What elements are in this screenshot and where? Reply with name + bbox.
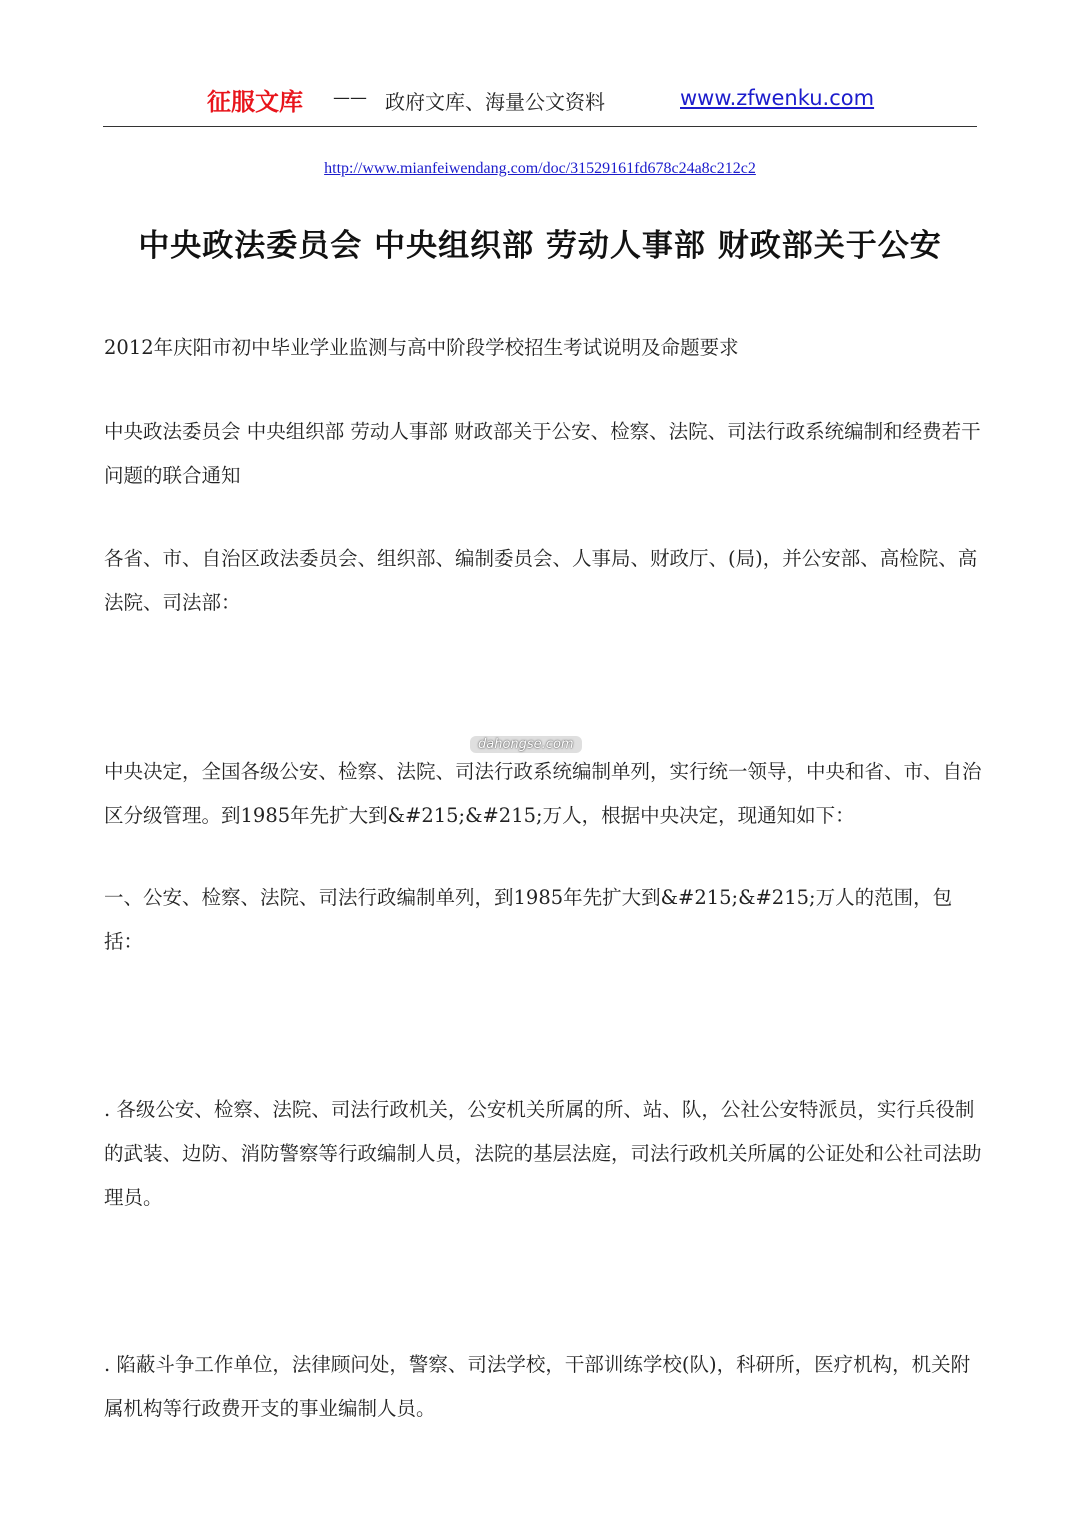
watermark: dahongse.com: [470, 736, 582, 753]
site-header: [103, 82, 977, 127]
paragraph-recipients: 各省、市、自治区政法委员会、组织部、编制委员会、人事局、财政厅、(局)，并公安部、高检院、高法院、司法部：: [104, 547, 978, 614]
paragraph-central-decision: 中央决定，全国各级公安、检察、法院、司法行政系统编制单列，实行统一领导，中央和省、市、自治区分级管理。到1985年先扩大到&#215;&#215;万人，根据中央决定，现通知如下：: [104, 760, 982, 827]
header-dash: ——: [333, 88, 367, 108]
paragraph-exam-title: 2012年庆阳市初中毕业学业监测与高中阶段学校招生考试说明及命题要求: [104, 336, 739, 359]
brand-logo-text[interactable]: 征服文库: [207, 88, 303, 116]
paragraph-scope-b: . 陷蔽斗争工作单位，法律顾问处，警察、司法学校，干部训练学校(队)，科研所，医疗机构，机关附属机构等行政费开支的事业编制人员。: [104, 1353, 971, 1420]
paragraph-notice-title: 中央政法委员会 中央组织部 劳动人事部 财政部关于公安、检察、法院、司法行政系统编制和经费若干问题的联合通知: [104, 420, 981, 487]
source-url-link[interactable]: http://www.mianfeiwendang.com/doc/31529161fd678c24a8c212c2: [324, 160, 756, 177]
paragraph-item-one: 一、公安、检察、法院、司法行政编制单列，到1985年先扩大到&#215;&#215;万人的范围，包括：: [104, 886, 953, 953]
header-tagline: 政府文库、海量公文资料: [385, 90, 605, 114]
document-title: 中央政法委员会 中央组织部 劳动人事部 财政部关于公安: [138, 228, 942, 264]
site-link[interactable]: www.zfwenku.com: [680, 86, 875, 110]
paragraph-scope-a: . 各级公安、检察、法院、司法行政机关，公安机关所属的所、站、队，公社公安特派员，实行兵役制的武装、边防、消防警察等行政编制人员，法院的基层法庭，司法行政机关所属的公证处和公社司法助理员。: [104, 1098, 982, 1209]
